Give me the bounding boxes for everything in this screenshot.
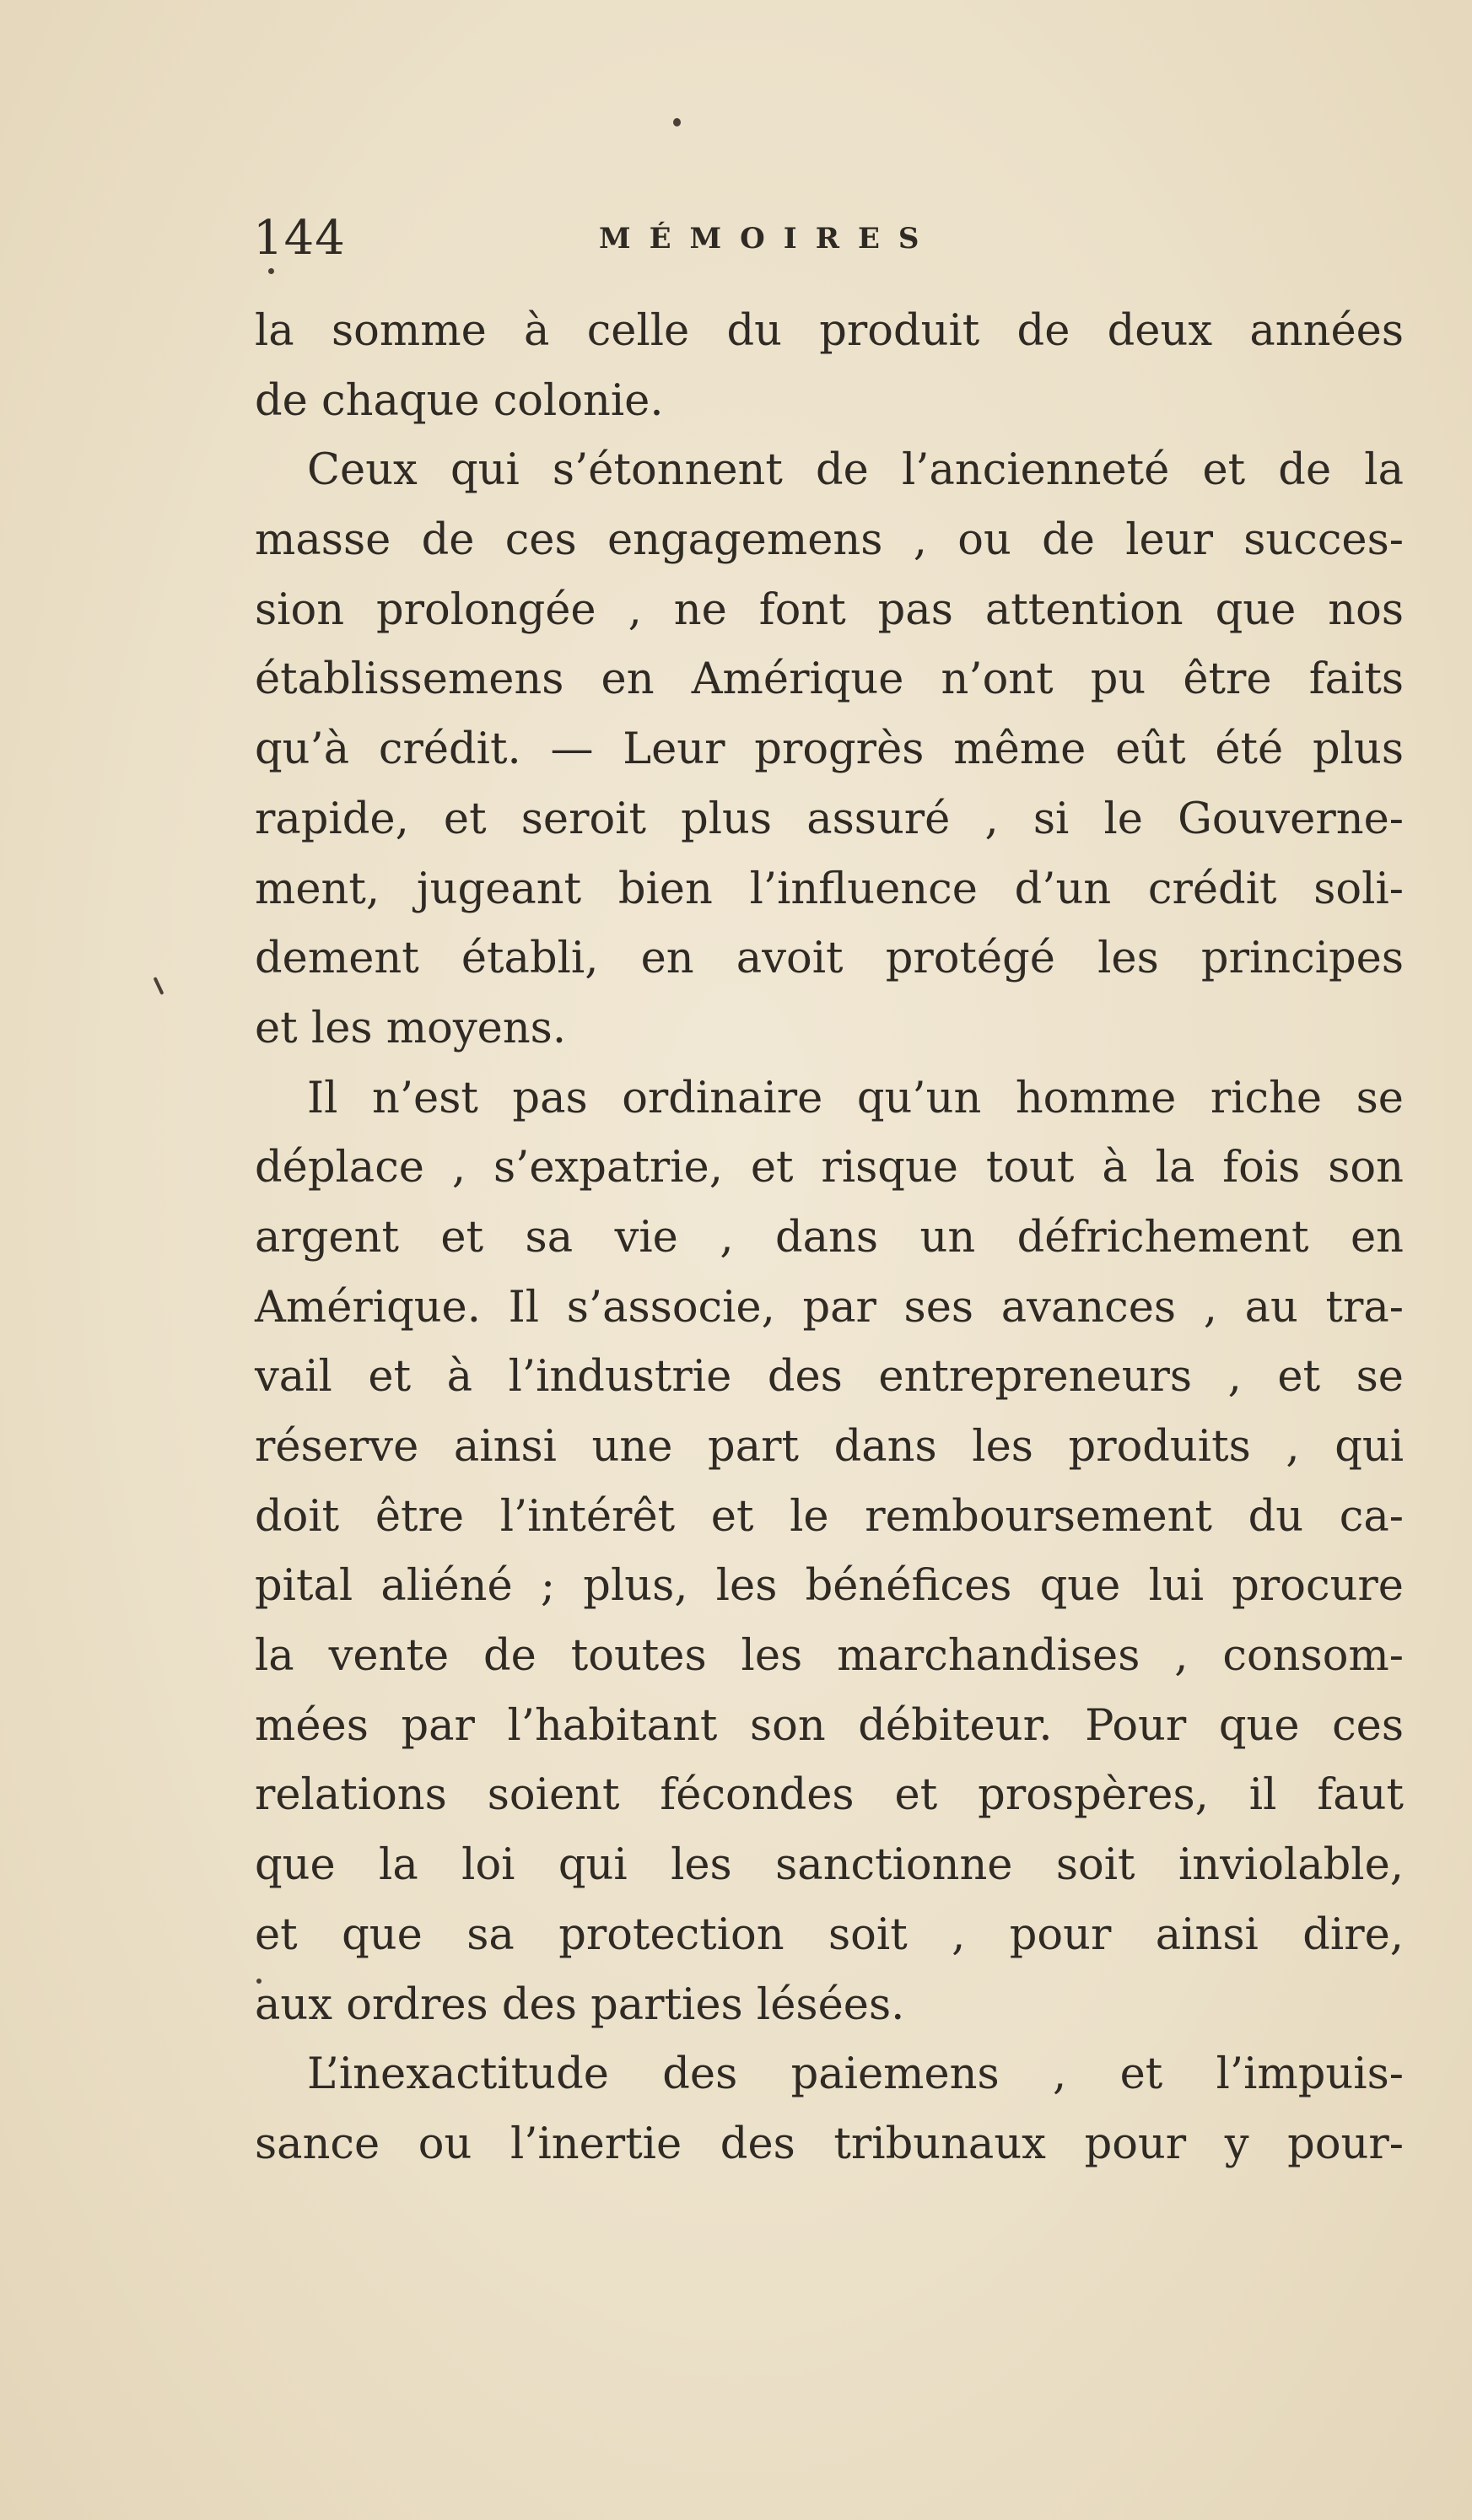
text-line: ment, jugeant bien l’influence d’un crédit soli- [255,864,1404,914]
ink-speck [154,977,164,995]
text-line: argent et sa vie , dans un défrichement en [255,1212,1404,1263]
text-line: mées par l’habitant son débiteur. Pour que ces [255,1700,1404,1751]
body-text [255,297,1404,2180]
page-header [253,201,1417,277]
text-line: qu’à crédit. — Leur progrès même eût été plus [255,724,1404,775]
text-line: réserve ainsi une part dans les produits , qui [255,1422,1404,1472]
text-line: vail et à l’industrie des entrepreneurs , et se [255,1352,1404,1403]
text-line: pital aliéné ; plus, les bénéfices que lui procure [255,1561,1404,1612]
text-line: que la loi qui les sanctionne soit inviolable, [255,1840,1404,1891]
text-line: Ceux qui s’étonnent de l’ancienneté et de la [307,445,1404,496]
text-line: rapide, et seroit plus assuré , si le Gouverne- [255,794,1404,844]
text-line: relations soient fécondes et prospères, il faut [255,1770,1404,1821]
text-line: doit être l’intérêt et le remboursement du ca- [255,1491,1404,1542]
text-line: sion prolongée , ne font pas attention que nos [255,584,1404,635]
text-line: dement établi, en avoit protégé les principes [255,934,1404,984]
page-number: 144 [253,211,346,266]
text-line: aux ordres des parties lésées. [255,1979,905,2030]
text-line: Amérique. Il s’associe, par ses avances , au tra- [255,1282,1404,1333]
text-line: sance ou l’inertie des tribunaux pour y pour- [255,2119,1404,2169]
ink-speck [673,118,681,127]
text-line: L’inexactitude des paiemens , et l’impuis- [307,2049,1404,2100]
text-line: Il n’est pas ordinaire qu’un homme riche se [307,1073,1404,1123]
text-line: de chaque colonie. [255,375,664,426]
text-line: et les moyens. [255,1003,567,1053]
text-line: et que sa protection soit , pour ainsi dire, [255,1909,1404,1960]
text-line: établissemens en Amérique n’ont pu être faits [255,654,1404,705]
text-line: masse de ces engagemens , ou de leur succes- [255,515,1404,566]
text-line: la somme à celle du produit de deux années [255,306,1404,356]
text-line: déplace , s’expatrie, et risque tout à la fois son [255,1143,1404,1193]
text-line: la vente de toutes les marchandises , consom- [255,1631,1404,1682]
running-title: MÉMOIRES [599,222,938,256]
